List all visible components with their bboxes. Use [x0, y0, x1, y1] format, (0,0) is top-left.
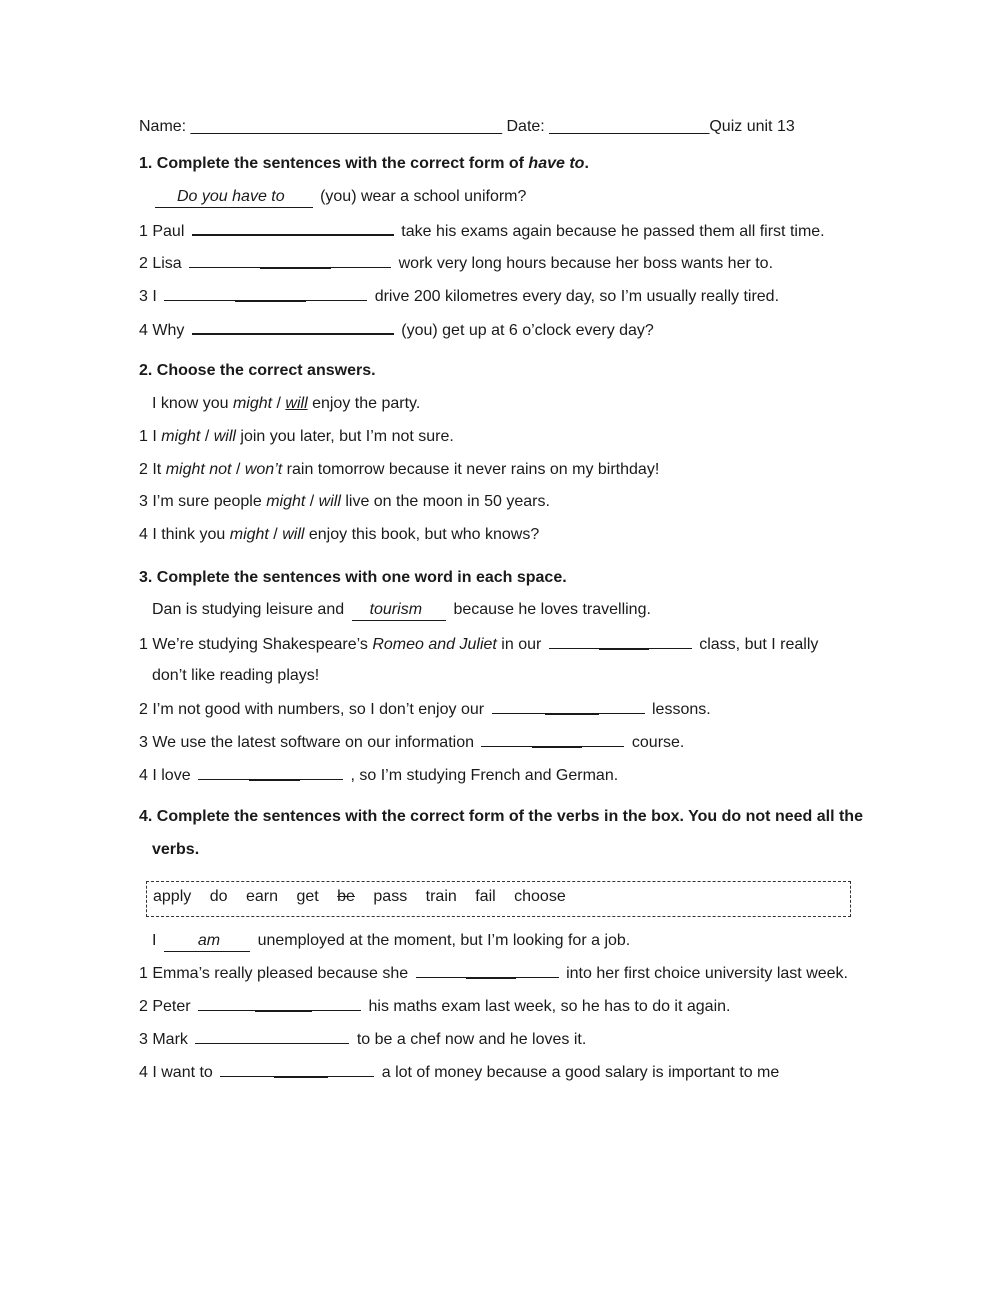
section4-item-2: 2 Peter his maths exam last week, so he has to do it again.: [139, 998, 731, 1015]
verb-do: do: [209, 888, 228, 905]
option-1[interactable]: might: [266, 493, 306, 510]
option-2[interactable]: won’t: [244, 461, 283, 478]
date-label: Date:: [506, 118, 545, 135]
section1-title: 1. Complete the sentences with the correct form of have to.: [139, 155, 589, 172]
answer-blank[interactable]: [416, 963, 559, 978]
section1-item-2: 2 Lisa work very long hours because her boss wants her to.: [139, 255, 774, 272]
option-1[interactable]: might: [229, 526, 269, 543]
answer-blank[interactable]: [481, 732, 624, 747]
name-field[interactable]: ___________________________________: [190, 118, 503, 135]
answer-blank[interactable]: [189, 253, 391, 268]
option-2[interactable]: will: [213, 428, 236, 445]
option-1[interactable]: might: [161, 428, 201, 445]
option-1[interactable]: might: [232, 395, 273, 412]
option-2[interactable]: will: [282, 526, 305, 543]
section2-item-2: 2 It might not / won’t rain tomorrow because it never rains on my birthday!: [139, 461, 660, 478]
section4-title-continued: verbs.: [152, 841, 200, 858]
section3-item-1: 1 We’re studying Shakespeare’s Romeo and Juliet in our class, but I really: [139, 636, 819, 653]
answer-blank[interactable]: [192, 319, 394, 335]
date-field[interactable]: __________________: [549, 118, 710, 135]
section3-title: 3. Complete the sentences with one word in each space.: [139, 569, 567, 586]
section3-item-1-continued: don’t like reading plays!: [152, 667, 320, 684]
verb-train: train: [425, 888, 457, 905]
answer-blank[interactable]: [492, 699, 645, 714]
answer-blank[interactable]: [164, 286, 367, 301]
name-label: Name:: [139, 118, 187, 135]
section3-item-2: 2 I’m not good with numbers, so I don’t enjoy our lessons.: [139, 701, 711, 718]
section4-example: I am unemployed at the moment, but I’m looking for a job.: [152, 931, 630, 952]
answer-blank[interactable]: [195, 1029, 349, 1044]
section2-example: I know you might / will enjoy the party.: [152, 395, 421, 412]
section2-item-1: 1 I might / will join you later, but I’m not sure.: [139, 428, 454, 445]
section3-item-4: 4 I love , so I’m studying French and German.: [139, 767, 619, 784]
verb-earn: earn: [245, 888, 278, 905]
quiz-title: Quiz unit 13: [709, 118, 795, 135]
verb-box: [146, 881, 851, 917]
section1-item-3: 3 I drive 200 kilometres every day, so I’m usually really tired.: [139, 288, 780, 305]
section2-item-3: 3 I’m sure people might / will live on the moon in 50 years.: [139, 493, 550, 510]
answer-blank[interactable]: [198, 996, 361, 1011]
verb-get: get: [296, 888, 319, 905]
section3-example: Dan is studying leisure and tourism because he loves travelling.: [152, 600, 651, 621]
answer-blank[interactable]: [549, 634, 692, 649]
option-2-selected[interactable]: will: [285, 395, 308, 412]
header-line: [139, 117, 795, 137]
verb-fail: fail: [475, 888, 496, 905]
option-1[interactable]: might not: [165, 461, 232, 478]
verb-choose: choose: [514, 888, 566, 905]
example-answer: tourism: [352, 600, 446, 621]
example-answer: am: [164, 931, 250, 952]
section4-item-4: 4 I want to a lot of money because a good salary is important to me: [139, 1064, 780, 1081]
answer-blank[interactable]: [198, 765, 343, 780]
section3-item-3: 3 We use the latest software on our information course.: [139, 734, 685, 751]
section4-title: 4. Complete the sentences with the correct form of the verbs in the box. You do not need all the: [139, 808, 863, 825]
section4-item-3: 3 Mark to be a chef now and he loves it.: [139, 1031, 587, 1048]
verb-be-used: be: [337, 888, 355, 905]
answer-blank[interactable]: [220, 1062, 374, 1077]
answer-blank[interactable]: [192, 220, 394, 236]
option-2[interactable]: will: [318, 493, 341, 510]
section1-item-4: 4 Why (you) get up at 6 o’clock every day?: [139, 319, 654, 341]
section2-title: 2. Choose the correct answers.: [139, 362, 376, 379]
verb-list: [153, 887, 580, 907]
verb-apply: apply: [153, 888, 192, 905]
example-answer: Do you have to: [155, 187, 313, 208]
section1-example: Do you have to (you) wear a school uniform?: [152, 187, 526, 208]
section4-item-1: 1 Emma’s really pleased because she into her first choice university last week.: [139, 965, 848, 982]
section2-item-4: 4 I think you might / will enjoy this book, but who knows?: [139, 526, 540, 543]
verb-pass: pass: [373, 888, 408, 905]
section1-item-1: 1 Paul take his exams again because he passed them all first time.: [139, 220, 825, 242]
